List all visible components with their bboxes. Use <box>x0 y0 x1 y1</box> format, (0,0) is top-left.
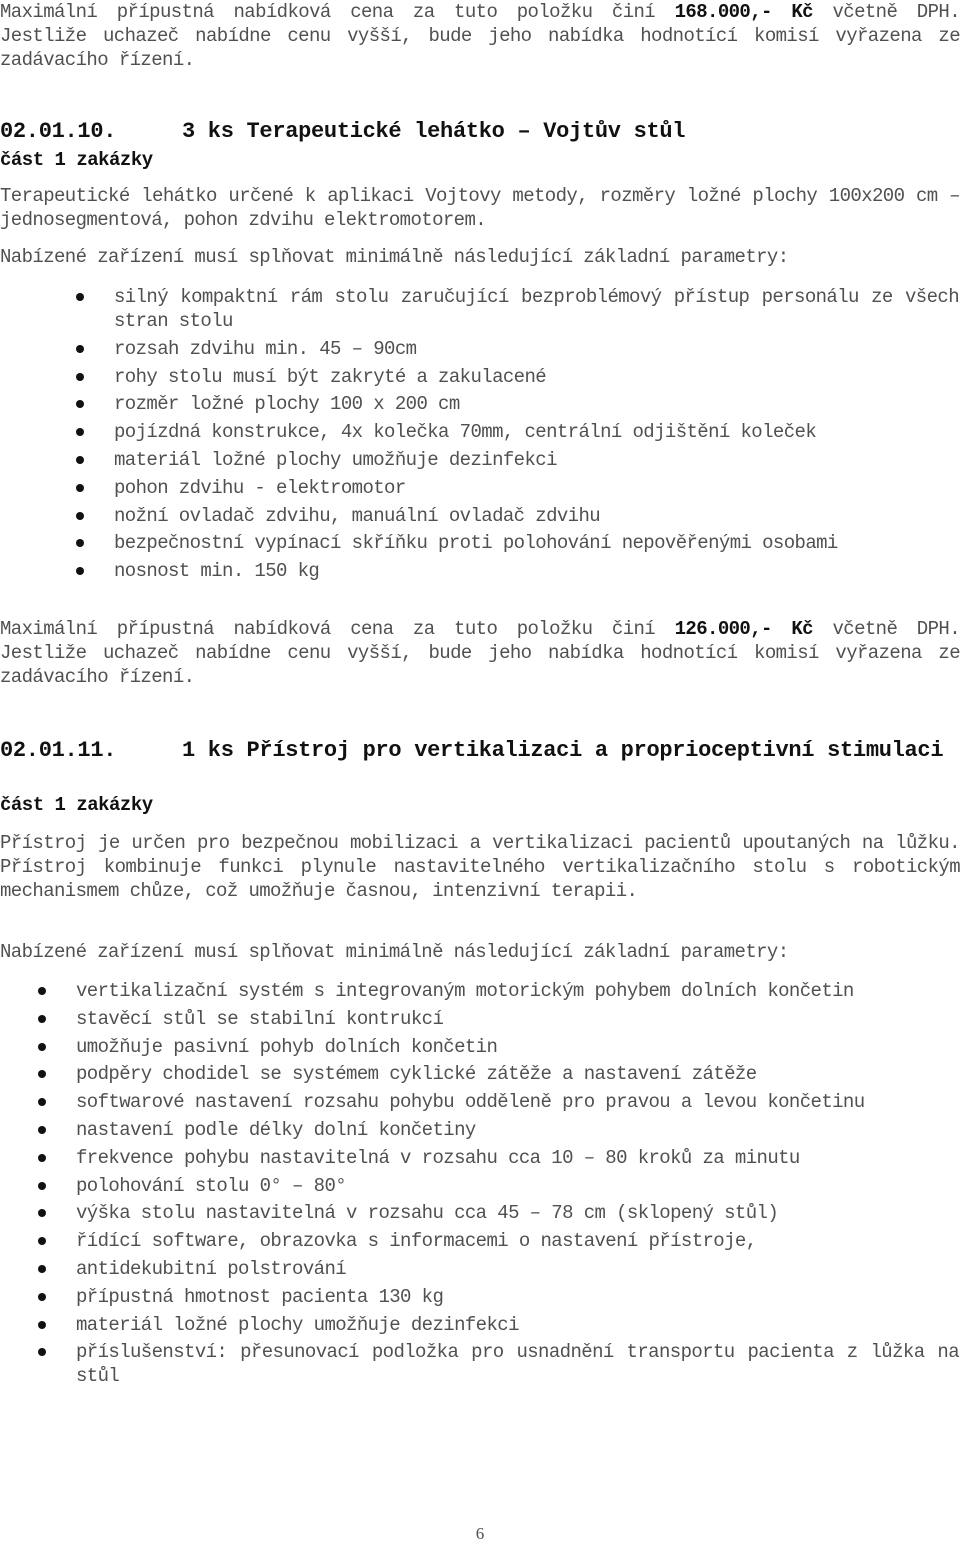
section-part-label: část 1 zakázky <box>0 149 153 171</box>
list-item: výška stolu nastavitelná v rozsahu cca 45 – 78 cm (sklopený stůl) <box>76 1201 959 1225</box>
list-item: pojízdná konstrukce, 4x kolečka 70mm, centrální odjištění koleček <box>114 420 959 444</box>
requirements-intro: Nabízené zařízení musí splňovat minimálně následující základní parametry: <box>0 941 789 963</box>
price-text-before: Maximální přípustná nabídková cena za tuto položku činí <box>0 618 675 640</box>
list-item: bezpečnostní vypínací skříňku proti polohování nepověřenými osobami <box>114 531 959 555</box>
list-item: rohy stolu musí být zakryté a zakulacené <box>114 365 959 389</box>
requirements-intro: Nabízené zařízení musí splňovat minimálně následující základní parametry: <box>0 246 789 268</box>
list-item: pohon zdvihu - elektromotor <box>114 476 959 500</box>
list-item: nastavení podle délky dolní končetiny <box>76 1118 959 1142</box>
price-text-after: včetně DPH. Jestliže uchazeč nabídne cenu vyšší, bude jeho nabídka hodnotící komisí vyřazena ze zadávacího řízení. <box>0 1 960 71</box>
list-item: řídící software, obrazovka s informacemi o nastavení přístroje, <box>76 1229 959 1253</box>
section-title: 1 ks Přístroj pro vertikalizaci a proprioceptivní stimulaci <box>182 738 944 763</box>
list-item: umožňuje pasivní pohyb dolních končetin <box>76 1035 959 1059</box>
page-number: 6 <box>475 1524 485 1543</box>
price-text-before: Maximální přípustná nabídková cena za tuto položku činí <box>0 1 675 23</box>
list-item: rozsah zdvihu min. 45 – 90cm <box>114 337 959 361</box>
list-item: rozměr ložné plochy 100 x 200 cm <box>114 392 959 416</box>
section-heading-02-01-11 <box>0 737 960 793</box>
price-paragraph-previous <box>0 0 960 72</box>
section-number: 02.01.11. <box>0 738 117 763</box>
list-item: stavěcí stůl se stabilní kontrukcí <box>76 1007 959 1031</box>
list-item: silný kompaktní rám stolu zaručující bezproblémový přístup personálu ze všech stran stolu <box>114 286 959 332</box>
list-item: antidekubitní polstrování <box>76 1257 959 1281</box>
section-part-label: část 1 zakázky <box>0 794 153 816</box>
list-item: přípustná hmotnost pacienta 130 kg <box>76 1285 959 1309</box>
list-item: materiál ložné plochy umožňuje dezinfekci <box>114 448 959 472</box>
price-paragraph <box>0 617 960 689</box>
section-title: 3 ks Terapeutické lehátko – Vojtův stůl <box>182 119 686 144</box>
price-value: 126.000,- Kč <box>674 618 813 640</box>
list-item: nožní ovladač zdvihu, manuální ovladač zdvihu <box>114 504 959 528</box>
section-description: Přístroj je určen pro bezpečnou mobilizaci a vertikalizaci pacientů upoutaných na lůžku. Přístroj kombinuje funkci plynule nastavitelného vertikalizačního stolu s robotickým mechanismem chůze, což umožňuje časnou, intenzivní terapii. <box>0 832 960 902</box>
list-item: vertikalizační systém s integrovaným motorickým pohybem dolních končetin <box>76 979 959 1003</box>
list-item: softwarové nastavení rozsahu pohybu odděleně pro pravou a levou končetinu <box>76 1090 959 1114</box>
section-description: Terapeutické lehátko určené k aplikaci Vojtovy metody, rozměry ložné plochy 100x200 cm – jednosegmentová, pohon zdvihu elektromotorem. <box>0 185 960 231</box>
requirements-list <box>76 979 959 1392</box>
section-number: 02.01.10. <box>0 119 117 144</box>
list-item: polohování stolu 0° – 80° <box>76 1174 959 1198</box>
list-item: materiál ložné plochy umožňuje dezinfekci <box>76 1313 959 1337</box>
price-text-after: včetně DPH. Jestliže uchazeč nabídne cenu vyšší, bude jeho nabídka hodnotící komisí vyřazena ze zadávacího řízení. <box>0 618 960 688</box>
list-item: frekvence pohybu nastavitelná v rozsahu cca 10 – 80 kroků za minutu <box>76 1146 959 1170</box>
price-value: 168.000,- Kč <box>674 1 813 23</box>
list-item: podpěry chodidel se systémem cyklické zátěže a nastavení zátěže <box>76 1062 959 1086</box>
list-item: příslušenství: přesunovací podložka pro usnadnění transportu pacienta z lůžka na stůl <box>76 1341 959 1388</box>
requirements-list <box>114 285 959 587</box>
list-item: nosnost min. 150 kg <box>114 559 959 583</box>
section-heading-02-01-10 <box>0 118 960 146</box>
